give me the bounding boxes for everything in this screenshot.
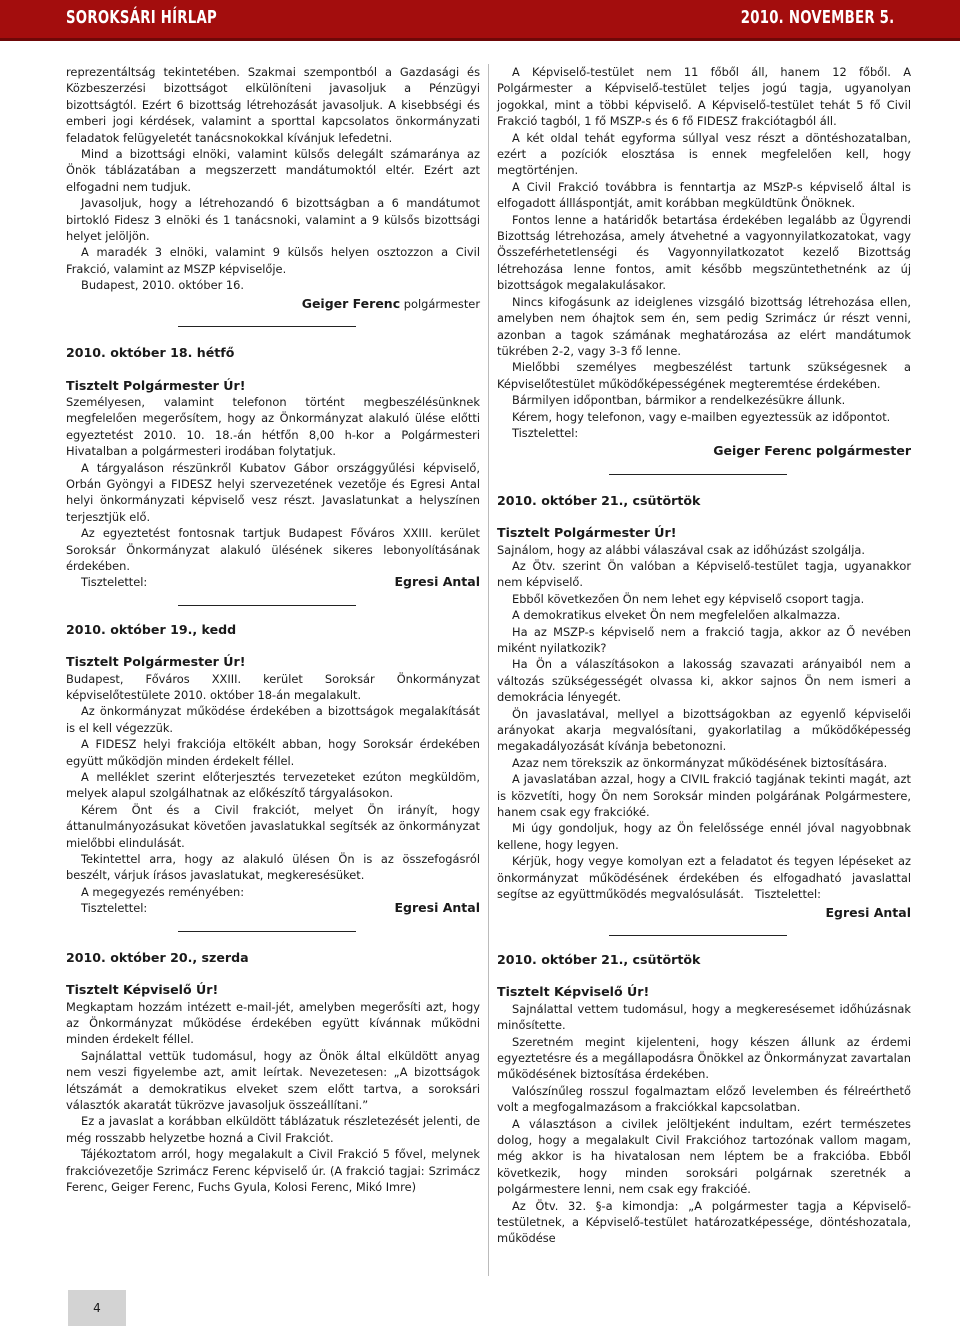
paragraph: Ha Ön a válaszításokon a lakosság szavazati arányaiból nem a változás szükségességét olvassa ki, akkor sajnos Ön nem ismeri a demokrácia lényegét. bbox=[497, 657, 911, 705]
issue-date: 2010. NOVEMBER 5. bbox=[740, 7, 894, 28]
paragraph: A Civil Frakció továbbra is fenntartja az MSzP-s képviselő által is elfogadott állláspontját, amit korábban megküldtünk Önöknek. bbox=[497, 179, 911, 211]
paragraph: Kérem Önt és a Civil frakciót, melyet Ön irányít, hogy áttanulmányozásukat követően javaslatukkal segítsék az önkormányzat mielőbbi elindulását. bbox=[66, 802, 480, 850]
paragraph: A FIDESZ helyi frakciója eltökélt abban, hogy Soroksár érdekében együtt működjön minden érdekelt féllel. bbox=[66, 737, 480, 768]
paragraph: A választáson a civilek jelöltjeként indultam, ezért természetes dolog, hogy a megalakult Civil Frakcióhoz tartozónak vallom magam, még akkor is ha hivatalosan nem léptem be a frakcióba. Ebből következik, hogy minden soroksári polgárnak szeretnék a polgármestere lenni, nem csak egy frakcióé. bbox=[497, 1116, 911, 1197]
page-number: 4 bbox=[68, 1290, 126, 1326]
paragraph: Kérem, hogy telefonon, vagy e-mailben egyeztessük az időpontot. bbox=[512, 409, 891, 424]
paragraph: Ez a javaslat a korábban elküldött táblázatuk részletezését jelenti, de még rosszabb helyzetbe hozná a Civil Frakciót. bbox=[66, 1114, 480, 1145]
paragraph: A tárgyaláson részünkről Kubatov Gábor országgyűlési képviselő, Orbán Gyöngyi a FIDESZ helyi szervezetének vezetője és Egresi Antal helyi önkormányzati képviselő vesz részt. Javaslatunkat a helyszínen terjesztjük elő. bbox=[66, 460, 480, 524]
paragraph: Tekintettel arra, hogy az alakuló ülésen Ön is az összefogásról beszélt, várjuk írásos javaslatukat, megkeresésüket. bbox=[66, 852, 480, 883]
paragraph: Kérjük, hogy vegye komolyan ezt a feladatot és tegyen lépéseket az önkormányzat működésének érdekében és elfogadható javaslattal segítse az együttműködés megvalósulását. Tisztelettel: bbox=[497, 854, 911, 902]
paragraph: Az önkormányzat működése érdekében a bizottságok megalakítását is el kell végezzük. bbox=[66, 704, 480, 735]
paragraph: A Képviselő-testület nem 11 főből áll, hanem 12 főből. A Polgármester a Képviselő-testület teljes jogú tagja, ugyanolyan jogokkal, mint a többi képviselő. A Képviselő-testület tehát 5 fő Civil Frakció tagból, 1 fő MSZP-s és 6 fő FIDESZ frakciótagból áll. bbox=[497, 65, 911, 129]
separator-rule bbox=[609, 474, 787, 475]
paragraph: Ebből következően Ön nem lehet egy képviselő csoport tagja. bbox=[512, 591, 865, 606]
paragraph: Tájékoztatom arról, hogy megalakult a Civil Frakció 5 fővel, melynek frakcióvezetője Szrimácz Ferenc képviselő úr. (A frakció tagjai: Szrimácz Ferenc, Geiger Ferenc, Fuchs Gyula, Kolosi Ferenc, Mikó Imre) bbox=[66, 1147, 480, 1194]
paragraph: Megkaptam hozzám intézett e-mail-jét, amelyben megerősíti azt, hogy az Önkormányzat működése érdekében együtt kívánnak működni minden érdekelt féllel. bbox=[66, 999, 480, 1047]
separator-rule bbox=[178, 931, 356, 932]
letter-date: 2010. október 20., szerda bbox=[66, 949, 249, 965]
paragraph: Nincs kifogásunk az ideiglenes vizsgáló bizottság létrehozása ellen, amelyben nem óhajtok sem én, sem pedig Szrimácz úr részt venni, azonban a tagok számának meghatározása az elért mandátumok tükrében 2-2, vagy 3-3 fő lenne. bbox=[497, 294, 911, 358]
paragraph: Személyesen, valamint telefonon történt megbeszélésünknek megfelelően megerősítem, hogy az Önkormányzat alakuló ülése előtti egyeztetést 2010. 10. 18.-án hétfőn 8,00 h-kor a Polgármesteri Hivatalban a polgármesteri irodában folytatjuk. bbox=[66, 394, 480, 459]
salutation: Tisztelt Polgármester Úr! bbox=[66, 654, 246, 670]
right-column bbox=[497, 64, 911, 1247]
paragraph: A két oldal tehát egyforma súllyal vesz részt a döntéshozatalban, ezért a pozíciók elosztása is ennek megfelelően kell, hogy megtörténjen. bbox=[497, 130, 911, 178]
paragraph: Szeretném megint kijelenteni, hogy készen állunk az érdemi egyeztetésre és a megállapodásra Önökkel az Önkormányzat zavartalan működésének biztosítása érdekében. bbox=[497, 1034, 911, 1082]
salutation: Tisztelt Polgármester Úr! bbox=[497, 525, 677, 541]
letter-date: 2010. október 18. hétfő bbox=[66, 345, 235, 361]
paragraph: Mielőbbi személyes megbeszélést tartunk szükségesnek a Képviselőtestület működőképességének megteremtése érdekében. bbox=[497, 360, 911, 391]
paragraph: Sajnálom, hogy az alábbi válaszával csak az időhúzást szolgálja. bbox=[497, 542, 865, 557]
column-divider bbox=[488, 64, 489, 1276]
paragraph: A demokratikus elveket Ön nem megfelelően alkalmazza. bbox=[512, 608, 841, 623]
signature: Egresi Antal bbox=[825, 904, 911, 920]
paragraph: Bármilyen időpontban, bármikor a rendelkezésükre állunk. bbox=[512, 393, 846, 408]
separator-rule bbox=[178, 605, 356, 606]
page-header bbox=[0, 0, 960, 41]
paragraph: Fontos lenne a határidők betartása érdekében legalább az Ügyrendi Bizottság létrehozása, amely átvehetné a vagyonnyilatkozatokat, vagy Összeférhetetlenségi és Vagyonnyilatkozatot kezelő Bizottság létrehozása lenne fontos, amit később megszüntethetnénk az új bizottságok megalakulásakor. bbox=[497, 212, 911, 293]
paragraph: A maradék 3 elnöki, valamint 9 külsős helyen osztozzon a Civil Frakció, valamint az MSZP képviselője. bbox=[66, 245, 480, 276]
paragraph: Az Ötv. 32. §-a kimondja: „A polgármester tagja a Képviselő-testületnek, a Képviselő-testület határozatképessége, döntéshozatala, működése bbox=[497, 1198, 911, 1246]
paragraph: Valószínűleg rosszul fogalmaztam előző levelemben és félreérthető volt a megfogalmazásom a frakciókkal kapcsolatban. bbox=[497, 1083, 911, 1115]
paragraph: A javaslatában azzal, hogy a CIVIL frakció tagjának tekinti magát, azt is közvetíti, hogy Ön nem Soroksár minden polgárának Polgármestere, hanem csak egy frakcióké. bbox=[497, 772, 911, 820]
paragraph: Az Ötv. szerint Ön valóban a Képviselő-testület tagja, ugyanakkor nem képviselő. bbox=[497, 558, 911, 590]
left-column bbox=[66, 64, 480, 1195]
place-date: Budapest, 2010. október 16. bbox=[81, 278, 245, 293]
signature: Geiger Ferenc polgármester bbox=[301, 295, 480, 311]
paragraph: Javasoljuk, hogy a létrehozandó 6 bizottságban a 6 mandátumot birtokló Fidesz 3 elnöki és 1 tanácsnoki, valamint a 9 külsős bizottsági helyet jelöljön. bbox=[66, 196, 480, 244]
paragraph: Sajnálattal vettük tudomásul, hogy az Önök által elküldött anyag nem veszi figyelembe azt, amit leírtak. Nevezetesen: „A bizottságok létszámát a demokratikus elveket szem előtt tartva, a soroksári választók akaratát tükrözve javasoljuk összeállítani.” bbox=[66, 1048, 480, 1112]
letter-date: 2010. október 21., csütörtök bbox=[497, 492, 701, 508]
signature: Geiger Ferenc polgármester bbox=[713, 443, 911, 459]
paragraph: Ha az MSZP-s képviselő nem a frakció tagja, akkor az Ő nevében miként nyilatkozik? bbox=[497, 624, 911, 655]
salutation: Tisztelt Képviselő Úr! bbox=[497, 984, 650, 1000]
paragraph: Az egyeztetést fontosnak tartjuk Budapest Főváros XXIII. kerület Soroksár Önkormányzat alakuló ülésének sikeres lebonyolításának érdekében. bbox=[66, 526, 480, 573]
paragraph: Azaz nem törekszik az önkormányzat működésének biztosítására. bbox=[512, 755, 888, 770]
paragraph: Mi úgy gondoljuk, hogy az Ön felelőssége ennél jóval nagyobbnak kellene, hogy legyen. bbox=[497, 821, 911, 852]
closing: Tisztelettel: bbox=[512, 425, 579, 440]
letter-date: 2010. október 21., csütörtök bbox=[497, 951, 701, 967]
salutation: Tisztelt Képviselő Úr! bbox=[66, 982, 219, 998]
paragraph: reprezentáltság tekintetében. Szakmai szempontból a Gazdasági és Közbeszerzési bizottságot elkülöníteni javasoljuk a Pénzügyi bizottságtól. Ezért 6 bizottság létrehozását javasoljuk. A kisebbségi és emberi jogi kérdések, valamint a sporttal kapcsolatos önkormányzati feladatok felügyeletét tanácsnokokkal kívánjuk lefedetni. bbox=[66, 65, 480, 145]
paragraph: Budapest, Főváros XXIII. kerület Soroksár Önkormányzat képviselőtestülete 2010. október 18-án megalakult. bbox=[66, 671, 480, 702]
letter-date: 2010. október 19., kedd bbox=[66, 621, 237, 637]
signature: Tisztelettel: Egresi Antal bbox=[81, 574, 480, 590]
paragraph: Mind a bizottsági elnöki, valamint külsős delegált számaránya az Önök táblázatában a megszerzett mandátumoktól eltér. Ezért azt elfogadni nem tudjuk. bbox=[66, 147, 480, 194]
paragraph: A melléklet szerint előterjesztés tervezeteket ezúton megküldöm, melyek alapul szolgálhatnak az előkészítő tárgyalásokon. bbox=[66, 770, 480, 801]
publication-title: SOROKSÁRI HÍRLAP bbox=[66, 7, 217, 28]
signature: Tisztelettel: Egresi Antal bbox=[81, 900, 480, 916]
paragraph: A megegyezés reményében: bbox=[81, 884, 245, 899]
paragraph: Ön javaslatával, mellyel a bizottságokban az egyenlő képviselői arányokat akarja megvalósítani, gyakorlatilag a működőképesség megakadályozását kívánja bebetonozni. bbox=[497, 706, 911, 754]
salutation: Tisztelt Polgármester Úr! bbox=[66, 377, 246, 393]
separator-rule bbox=[178, 326, 356, 327]
paragraph: Sajnálattal vettem tudomásul, hogy a megkeresésemet időhúzásnak minősítette. bbox=[497, 1001, 911, 1033]
separator-rule bbox=[609, 935, 787, 936]
